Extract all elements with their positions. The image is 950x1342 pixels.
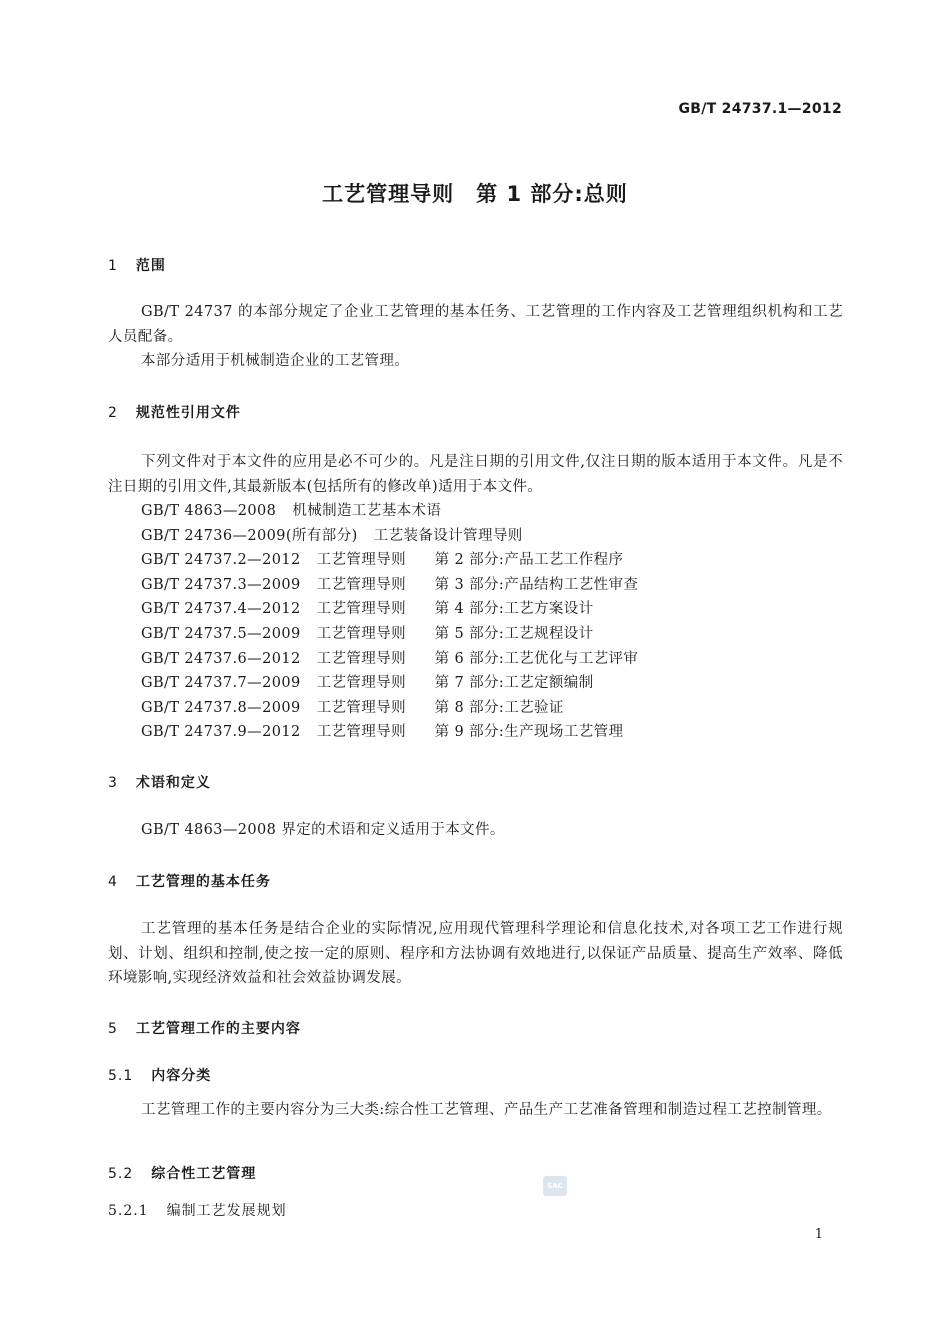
standard-number-header: GB/T 24737.1—2012 [678,101,842,117]
reference-name: 工艺管理导则 [316,700,406,716]
reference-part: 第 7 部分:工艺定额编制 [434,675,594,691]
section-number: 4 [108,874,118,890]
reference-part: 第 6 部分:工艺优化与工艺评审 [434,651,639,667]
section-title: 术语和定义 [135,775,211,791]
section-number: 5 [108,1021,118,1037]
section-2-heading [108,402,241,422]
reference-name: 工艺管理导则 [316,552,406,568]
subsection-title: 综合性工艺管理 [151,1166,257,1182]
reference-item [141,696,564,717]
reference-part: 第 2 部分:产品工艺工作程序 [434,552,624,568]
section-5-heading [108,1018,301,1038]
section-title: 范围 [135,258,166,274]
reference-title: 工艺装备设计管理导则 [373,528,523,544]
reference-name: 工艺管理导则 [316,675,406,691]
reference-part: 第 8 部分:工艺验证 [434,700,564,716]
reference-item [141,597,594,618]
subsection-number: 5.2 [108,1166,134,1182]
reference-item [141,524,523,545]
reference-item [141,671,594,692]
reference-code: GB/T 24737.4—2012 [141,601,301,617]
paragraph: GB/T 4863—2008 界定的术语和定义适用于本文件。 [141,822,505,838]
page-number: 1 [814,1227,823,1242]
subsection-5-1-heading [108,1065,211,1085]
subsection-5-2-1-heading [108,1200,287,1220]
reference-title: 机械制造工艺基本术语 [292,503,442,519]
reference-code: GB/T 24737.5—2009 [141,626,301,642]
reference-code: GB/T 24737.8—2009 [141,700,301,716]
section-number: 3 [108,775,118,791]
subsection-title: 编制工艺发展规划 [166,1203,287,1219]
reference-part: 第 9 部分:生产现场工艺管理 [434,724,624,740]
reference-name: 工艺管理导则 [316,601,406,617]
paragraph: 下列文件对于本文件的应用是必不可少的。凡是注日期的引用文件,仅注日期的版本适用于本文件。凡是不注日期的引用文件,其最新版本(包括所有的修改单)适用于本文件。 [108,454,843,495]
reference-name: 工艺管理导则 [316,651,406,667]
reference-item [141,720,623,741]
reference-code: GB/T 24737.6—2012 [141,651,301,667]
reference-name: 工艺管理导则 [316,577,406,593]
reference-part: 第 3 部分:产品结构工艺性审查 [434,577,639,593]
paragraph: 工艺管理的基本任务是结合企业的实际情况,应用现代管理科学理论和信息化技术,对各项工艺工作进行规划、计划、组织和控制,使之按一定的原则、程序和方法协调有效地进行,以保证产品质量、提高生产效率、降低环境影响,实现经济效益和社会效益协调发展。 [108,921,843,987]
reference-part: 第 4 部分:工艺方案设计 [434,601,594,617]
reference-code: GB/T 24737.3—2009 [141,577,301,593]
paragraph: 本部分适用于机械制造企业的工艺管理。 [141,353,410,369]
reference-code: GB/T 24737.9—2012 [141,724,301,740]
reference-item [141,573,638,594]
section-3-heading [108,772,211,792]
sac-watermark-logo: SAC [543,1176,567,1196]
section-number: 1 [108,258,118,274]
reference-code: GB/T 24737.2—2012 [141,552,301,568]
document-title: 工艺管理导则 第 1 部分:总则 [322,182,628,206]
subsection-number: 5.1 [108,1068,134,1084]
reference-code: GB/T 24736—2009(所有部分) [141,528,358,544]
subsection-5-2-heading [108,1163,256,1183]
reference-code: GB/T 4863—2008 [141,503,277,519]
section-title: 工艺管理的基本任务 [135,874,271,890]
subsection-title: 内容分类 [151,1068,212,1084]
reference-name: 工艺管理导则 [316,626,406,642]
section-number: 2 [108,405,118,421]
paragraph: 工艺管理工作的主要内容分为三大类:综合性工艺管理、产品生产工艺准备管理和制造过程工艺控制管理。 [141,1102,832,1118]
subsection-number: 5.2.1 [108,1203,149,1219]
reference-part: 第 5 部分:工艺规程设计 [434,626,594,642]
reference-item [141,548,623,569]
section-1-heading [108,255,166,275]
reference-item [141,647,638,668]
paragraph: GB/T 24737 的本部分规定了企业工艺管理的基本任务、工艺管理的工作内容及工艺管理组织机构和工艺人员配备。 [108,304,843,345]
reference-item [141,499,441,520]
reference-code: GB/T 24737.7—2009 [141,675,301,691]
section-title: 规范性引用文件 [135,405,241,421]
section-title: 工艺管理工作的主要内容 [135,1021,301,1037]
reference-name: 工艺管理导则 [316,724,406,740]
section-4-heading [108,871,271,891]
reference-item [141,622,594,643]
